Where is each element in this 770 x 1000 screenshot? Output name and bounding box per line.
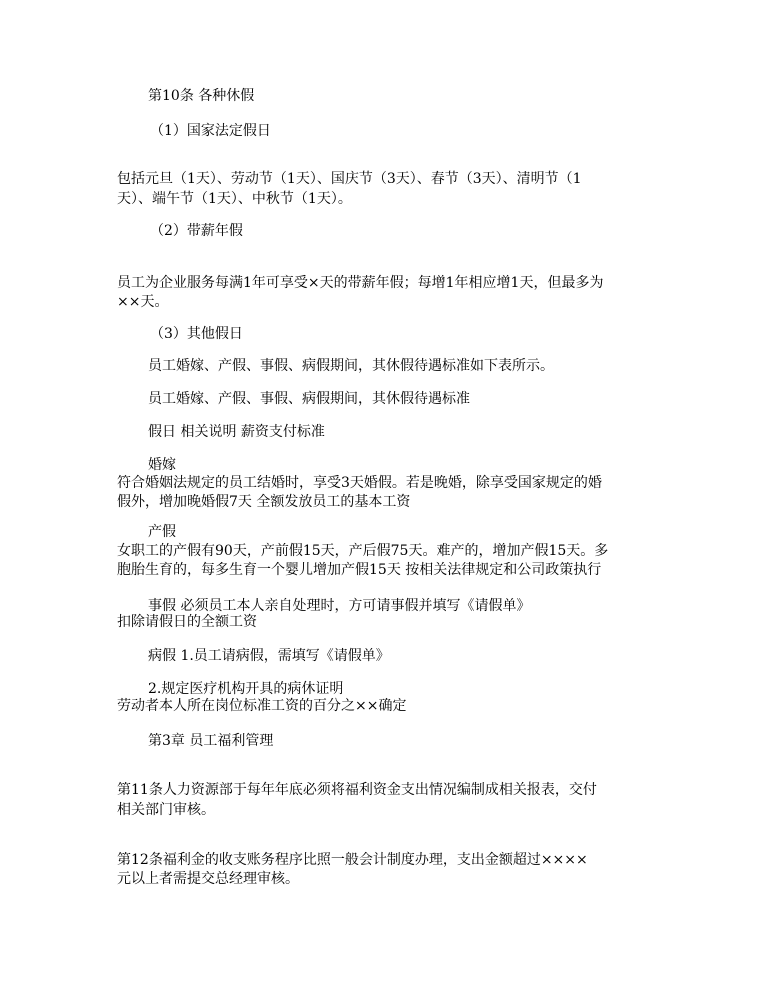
- marriage-leave-line: 假外，增加晚婚假7天 全额发放员工的基本工资: [117, 494, 411, 510]
- holiday-heading: （1）国家法定假日: [150, 123, 271, 139]
- article12-line: 第12条福利金的收支账务程序比照一般会计制度办理，支出金额超过××××: [117, 852, 588, 868]
- maternity-leave-line: 女职工的产假有90天，产前假15天，产后假75天。难产的，增加产假15天。多: [117, 543, 609, 559]
- table-caption: 员工婚嫁、产假、事假、病假期间，其休假待遇标准: [148, 391, 470, 407]
- marriage-leave-name: 婚嫁: [148, 457, 176, 473]
- personal-leave-pay: 扣除请假日的全额工资: [117, 614, 257, 630]
- other-leave-intro: 员工婚嫁、产假、事假、病假期间，其休假待遇标准如下表所示。: [148, 358, 554, 374]
- holiday-text-line: 包括元旦（1天）、劳动节（1天）、国庆节（3天）、春节（3天）、清明节（1: [117, 171, 582, 187]
- article12-line: 元以上者需提交总经理审核。: [117, 871, 299, 887]
- paid-leave-heading: （2）带薪年假: [150, 223, 243, 239]
- personal-leave-line: 事假 必须员工本人亲自处理时，方可请事假并填写《请假单》: [148, 598, 531, 614]
- table-header: 假日 相关说明 薪资支付标准: [148, 424, 325, 440]
- other-leave-heading: （3）其他假日: [150, 326, 243, 342]
- holiday-text-line: 天）、端午节（1天）、中秋节（1天）。: [117, 191, 352, 207]
- article10-heading: 第10条 各种休假: [148, 88, 255, 104]
- sick-leave-line: 2.规定医疗机构开具的病休证明: [148, 681, 344, 697]
- sick-leave-pay: 劳动者本人所在岗位标准工资的百分之××确定: [117, 698, 407, 714]
- maternity-leave-line: 胞胎生育的，每多生育一个婴儿增加产假15天 按相关法律规定和公司政策执行: [117, 562, 602, 578]
- paid-leave-text-line: ××天。: [117, 294, 169, 310]
- article11-line: 第11条人力资源部于每年年底必须将福利资金支出情况编制成相关报表，交付: [117, 782, 597, 798]
- maternity-leave-name: 产假: [148, 524, 176, 540]
- article11-line: 相关部门审核。: [117, 802, 215, 818]
- sick-leave-line: 病假 1.员工请病假，需填写《请假单》: [148, 648, 390, 664]
- marriage-leave-line: 符合婚姻法规定的员工结婚时，享受3天婚假。若是晚婚，除享受国家规定的婚: [117, 475, 602, 491]
- chapter3-heading: 第3章 员工福利管理: [148, 733, 274, 749]
- paid-leave-text-line: 员工为企业服务每满1年可享受×天的带薪年假；每增1年相应增1天，但最多为: [117, 275, 604, 291]
